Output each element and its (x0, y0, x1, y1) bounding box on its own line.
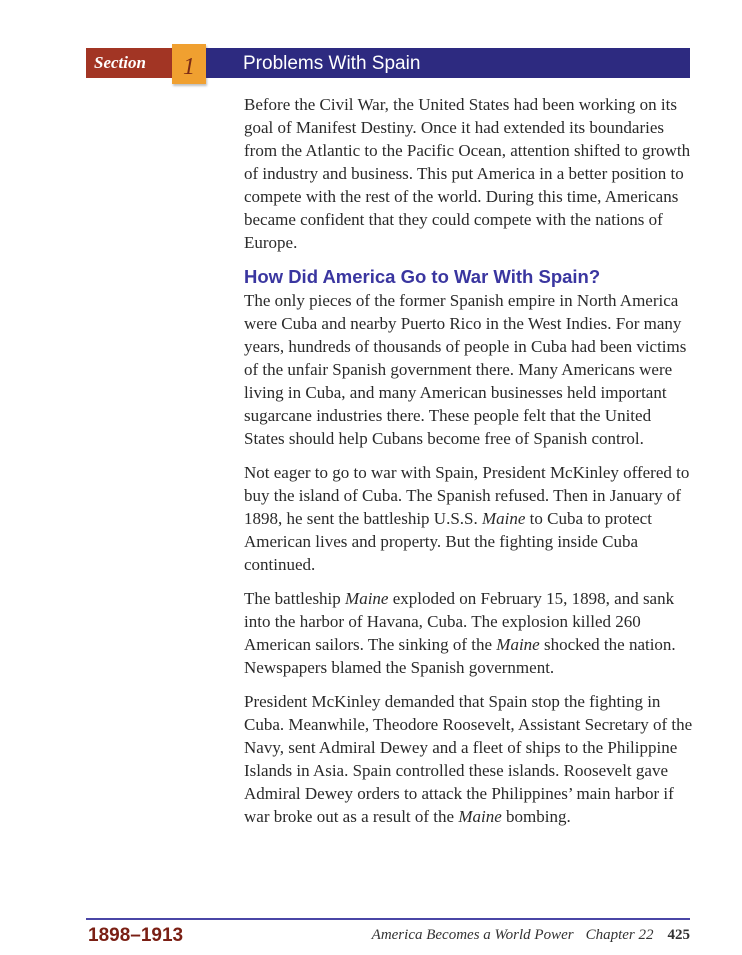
footer-info (372, 927, 690, 944)
paragraph-1: The only pieces of the former Spanish empire in North America were Cuba and nearby Puerto Rico in the West Indies. For many years, hundreds of thousands of people in Cuba had been victims of the unfair Spanish government there. Many Americans were living in Cuba, and many American businesses held important sugarcane industries there. These people felt that the United States should help Cubans become free of Spanish control. (244, 291, 687, 448)
ship-name: Maine (345, 589, 389, 608)
paragraph-3-text-b: exploded on February 15, 1898, and sank into the harbor of Havana, Cuba. The explosion killed 260 American sailors. The sinking of the (244, 589, 675, 654)
chapter-label: Chapter 22 (585, 927, 654, 943)
paragraph-3-text-a: The battleship (244, 589, 346, 608)
book-title: America Becomes a World Power (371, 927, 574, 943)
footer-divider (86, 918, 690, 920)
main-content (244, 93, 694, 839)
paragraph-4-text-b: bombing. (501, 807, 571, 826)
section-label: Section (86, 48, 172, 78)
footer-date-range: 1898–1913 (88, 925, 184, 946)
ship-name: Maine (481, 509, 526, 528)
ship-name: Maine (458, 807, 502, 826)
paragraph-4 (244, 690, 694, 828)
section-title: Problems With Spain (243, 53, 421, 74)
paragraph-2-text-a: Not eager to go to war with Spain, President McKinley offered to buy the island of Cuba. The Spanish refused. Then in January of 1898, he sent the battleship U.S.S. (244, 463, 690, 528)
paragraph-2 (244, 461, 694, 576)
paragraph-3-text-c: shocked the nation. Newspapers blamed the Spanish government. (244, 635, 676, 677)
subheading: How Did America Go to War With Spain? (244, 266, 601, 287)
paragraph-2-text-b: to Cuba to protect American lives and property. But the fighting inside Cuba continued. (244, 509, 652, 574)
paragraph-3 (244, 587, 694, 679)
page-number: 425 (667, 927, 690, 943)
intro-paragraph: Before the Civil War, the United States had been working on its goal of Manifest Destiny. Once it had extended its boundaries from the Atlantic to the Pacific Ocean, attention shifted to growth of industry and business. This put America in a better position to compete with the rest of the world. During this time, Americans became confident that they could compete with the nations of Europe. (244, 95, 691, 252)
section-number: 1 (172, 44, 206, 84)
section-title-bar (206, 48, 690, 78)
ship-name: Maine (496, 635, 540, 654)
paragraph-4-text-a: President McKinley demanded that Spain stop the fighting in Cuba. Meanwhile, Theodore Roosevelt, Assistant Secretary of the Navy, sent Admiral Dewey and a fleet of ships to the Philippine Islands in Asia. Spain controlled these islands. Roosevelt gave Admiral Dewey orders to attack the Philippines’ main harbor if war broke out as a result of the (244, 692, 693, 826)
section-header (86, 48, 690, 78)
